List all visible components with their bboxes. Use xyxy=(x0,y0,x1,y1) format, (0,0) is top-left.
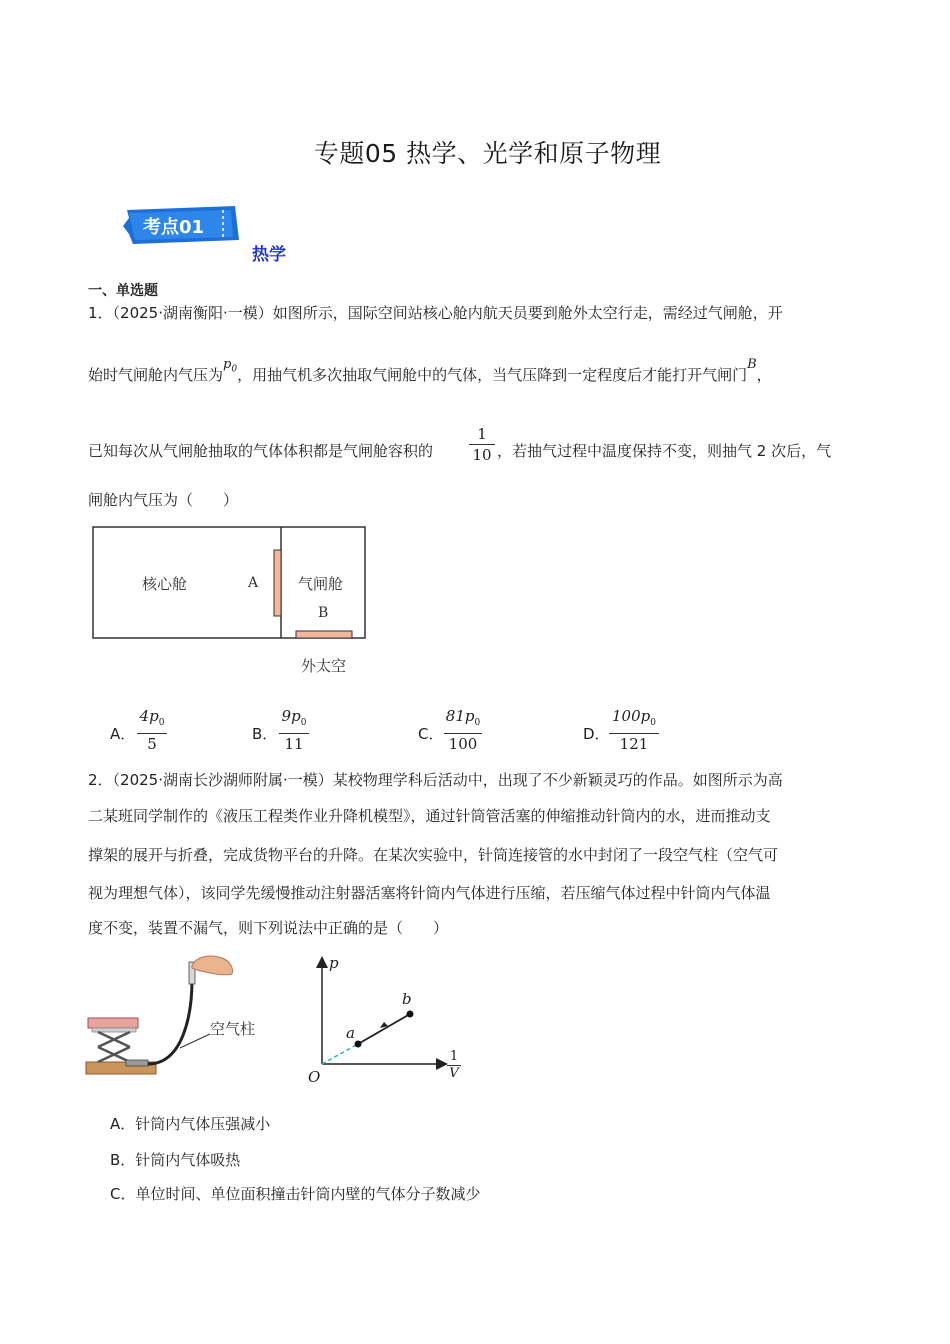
axis-label-inverse-v xyxy=(447,1050,461,1081)
page-title: 专题05 热学、光学和原子物理 xyxy=(313,139,662,168)
label-door-b: B xyxy=(318,605,329,621)
label-core-module: 核心舱 xyxy=(142,575,188,593)
q1-opt-d-den: 121 xyxy=(619,735,649,753)
q1-opt-d-sub: 0 xyxy=(650,718,656,728)
q2-pv-graph xyxy=(304,952,474,1086)
q2-line4: 视为理想气体），该同学先缓慢推动注射器活塞将针筒内气体进行压缩，若压缩气体过程中针筒内气体温 xyxy=(88,884,771,902)
q1-opt-c-num: 81p xyxy=(445,707,475,725)
q2-option-a[interactable]: A．针筒内气体压强减小 xyxy=(110,1115,271,1133)
q1-line3b: ，若抽气过程中温度保持不变，则抽气 2 次后，气 xyxy=(497,442,832,460)
label-air-column: 空气柱 xyxy=(210,1020,256,1038)
q1-frac-den: 10 xyxy=(472,446,492,464)
q1-p0 xyxy=(223,357,238,375)
section-heading: 一、单选题 xyxy=(88,283,158,299)
point-b-label: b xyxy=(402,990,412,1008)
label-airlock: 气闸舱 xyxy=(298,575,344,593)
axis-label-p: p xyxy=(329,954,339,972)
q1-opt-c-sub: 0 xyxy=(474,718,481,728)
q1-opt-c-den: 100 xyxy=(448,735,478,753)
point-a-dot xyxy=(355,1041,362,1048)
topic-heading: 热学 xyxy=(252,245,286,265)
q2-lift-figure xyxy=(84,952,274,1082)
badge-label: 考点01 xyxy=(143,217,205,238)
axis-x-num: 1 xyxy=(449,1049,459,1064)
q1-option-b[interactable] xyxy=(279,707,309,753)
q1-text-2b: ，用抽气机多次抽取气闸舱中的气体，当气压降到一定程度后才能打开气闸门 xyxy=(237,366,748,384)
q1-opt-a-den: 5 xyxy=(147,735,157,753)
q1-option-c-label[interactable]: C． xyxy=(418,725,444,743)
q1-figure xyxy=(92,526,366,640)
q1-opt-b-den: 11 xyxy=(284,735,304,753)
q1-opt-a-num: 4p xyxy=(139,707,159,725)
q2-option-c[interactable]: C．单位时间、单位面积撞击针筒内壁的气体分子数减少 xyxy=(110,1185,481,1203)
q1-fraction xyxy=(469,425,495,464)
label-door-a: A xyxy=(248,575,259,591)
q1-option-b-label[interactable]: B． xyxy=(252,725,278,743)
q1-line4: 闸舱内气压为（ ） xyxy=(88,491,239,509)
q1-option-d-label[interactable]: D． xyxy=(583,725,610,743)
q1-option-a-label[interactable]: A． xyxy=(110,725,136,743)
q1-line1 xyxy=(88,303,783,323)
q1-line2 xyxy=(88,357,772,392)
q2-line2: 二某班同学制作的《液压工程类作业升降机模型》，通过针筒管活塞的伸缩推动针筒内的水，进而推动支 xyxy=(88,807,771,825)
origin-label: O xyxy=(308,1068,321,1086)
q1-opt-d-num: 100p xyxy=(612,707,651,725)
q1-option-d[interactable] xyxy=(609,707,659,753)
point-b-dot xyxy=(407,1011,414,1018)
q2-number: 2． xyxy=(88,771,113,789)
q2-text-1: （2025·湖南长沙湖师附属·一模）某校物理学科后活动中，出现了不少新颖灵巧的作品。如图所示为高 xyxy=(112,771,783,789)
process-line xyxy=(358,1014,410,1044)
point-a-label: a xyxy=(346,1024,355,1042)
q1-text-2a: 始时气闸舱内气压为 xyxy=(88,366,224,384)
q2-option-b[interactable]: B．针筒内气体吸热 xyxy=(110,1151,241,1169)
label-outer-space: 外太空 xyxy=(301,657,347,675)
q1-option-c[interactable] xyxy=(444,707,482,753)
q1-option-a[interactable] xyxy=(137,707,167,753)
q1-p-sub: 0 xyxy=(231,364,238,375)
q2-line5: 度不变，装置不漏气，则下列说法中正确的是（ ） xyxy=(88,919,449,937)
q1-text-2c: ， xyxy=(756,366,772,384)
q1-opt-b-sub: 0 xyxy=(300,718,307,728)
q1-number: 1． xyxy=(88,304,113,322)
axis-x-den: V xyxy=(449,1066,459,1081)
q1-p: p xyxy=(223,357,232,372)
topic-badge xyxy=(123,204,241,248)
q1-opt-b-num: 9p xyxy=(281,707,301,725)
extension-line xyxy=(322,1044,358,1064)
q1-text-1: （2025·湖南衡阳·一模）如图所示，国际空间站核心舱内航天员要到舱外太空行走，需经过气闸舱，开 xyxy=(112,304,783,322)
q1-line3a: 已知每次从气闸舱抽取的气体体积都是气闸舱容积的 xyxy=(88,442,434,460)
q2-line1 xyxy=(88,770,783,790)
q1-opt-a-sub: 0 xyxy=(158,718,165,728)
q1-B: B xyxy=(747,357,757,372)
lift-model-illustration xyxy=(84,952,274,1082)
q1-frac-num: 1 xyxy=(477,425,487,443)
q2-line3: 撑架的展开与折叠，完成货物平台的升降。在某次实验中，针筒连接管的水中封闭了一段空气柱（空气可 xyxy=(88,846,779,864)
